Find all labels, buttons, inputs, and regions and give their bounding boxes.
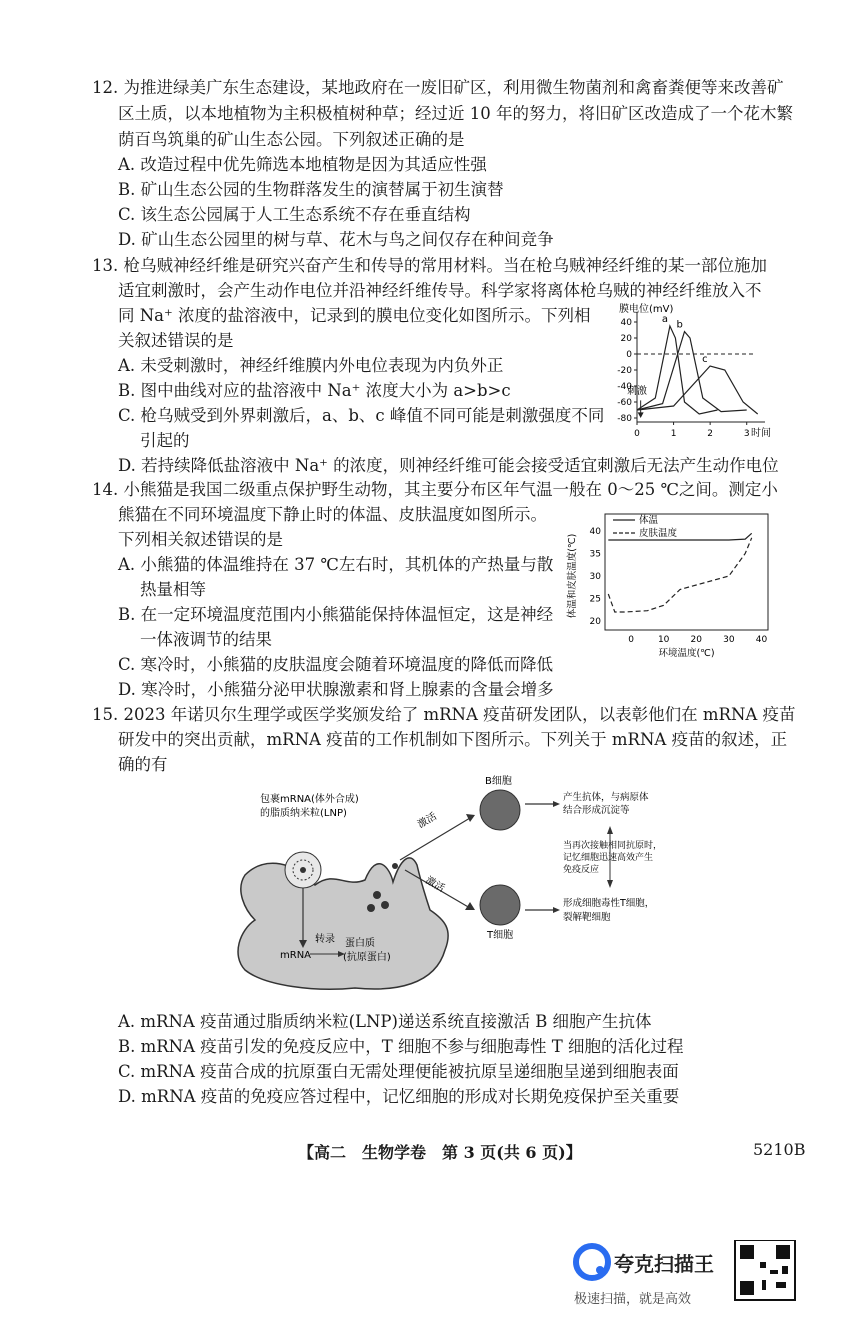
q13-option-b: B. 图中曲线对应的盐溶液中 Na⁺ 浓度大小为 a>b>c — [118, 381, 511, 400]
x-axis-label: 环境温度(℃) — [658, 648, 715, 659]
q13-option-d: D. 若持续降低盐溶液中 Na⁺ 的浓度，则神经纤维可能会接受适宜刺激后无法产生动作电位 — [118, 456, 779, 475]
x-tick-label: 0 — [634, 429, 640, 439]
q15-option-d: D. mRNA 疫苗的免疫应答过程中，记忆细胞的形成对长期免疫保护至关重要 — [118, 1087, 680, 1106]
q13-line-3: 同 Na⁺ 浓度的盐溶液中，记录到的膜电位变化如图所示。下列相 — [118, 306, 591, 325]
page-footer: 【高二 生物学卷 第 3 页(共 6 页)】 — [298, 1143, 582, 1162]
y-tick-label: 25 — [589, 594, 601, 605]
y-tick-label: 30 — [589, 572, 601, 582]
y-tick-label: 0 — [626, 350, 632, 360]
q13-line-1: 13. 枪乌贼神经纤维是研究兴奋产生和传导的常用材料。当在枪乌贼神经纤维的某一部位施加 — [92, 256, 767, 275]
y-tick-label: 35 — [589, 549, 601, 560]
scanner-logo-icon — [576, 1246, 608, 1278]
antibody-text-2: 结合形成沉淀等 — [563, 805, 630, 816]
q15-option-b: B. mRNA 疫苗引发的免疫反应中，T 细胞不参与细胞毒性 T 细胞的活化过程 — [118, 1037, 684, 1056]
antibody-text-1: 产生抗体，与病原体 — [563, 792, 649, 803]
paper-code: 5210B — [753, 1140, 806, 1159]
q14-line-1: 14. 小熊猫是我国二级重点保护野生动物，其主要分布区年气温一般在 0～25 ℃之间。测定小 — [92, 480, 778, 499]
memory-text-1: 当再次接触相同抗原时， — [563, 841, 663, 851]
y-tick-label: 40 — [589, 527, 601, 537]
antigen-presenting-cell — [238, 858, 448, 989]
q12-option-b: B. 矿山生态公园的生物群落发生的演替属于初生演替 — [118, 180, 504, 199]
q15-option-c: C. mRNA 疫苗合成的抗原蛋白无需处理便能被抗原呈递细胞呈递到细胞表面 — [118, 1062, 679, 1081]
y-axis-label: 体温和皮肤温度(℃) — [567, 533, 578, 619]
temperature-chart — [563, 500, 785, 662]
y-tick-label: -40 — [617, 382, 632, 392]
series-line-0 — [608, 533, 751, 540]
series-label-a: a — [661, 314, 669, 325]
y-tick-label: -60 — [617, 398, 632, 408]
x-tick-label: 2 — [707, 429, 714, 439]
activate-label-1: 激活 — [416, 811, 439, 831]
series-line-a — [637, 326, 718, 414]
q14-option-d: D. 寒冷时，小熊猫分泌甲状腺激素和肾上腺素的含量会增多 — [118, 680, 554, 699]
x-tick-label: 3 — [743, 429, 750, 439]
y-tick-label: -20 — [617, 366, 632, 376]
effector-text-1: 形成细胞毒性T细胞， — [563, 898, 655, 909]
q13-option-c: C. 枪乌贼受到外界刺激后，a、b、c 峰值不同可能是刺激强度不同 — [118, 406, 605, 425]
memory-text-2: 记忆细胞迅速高效产生 — [563, 853, 654, 863]
effector-text-2: 裂解靶细胞 — [563, 912, 611, 923]
q15-option-a: A. mRNA 疫苗通过脂质纳米粒(LNP)递送系统直接激活 B 细胞产生抗体 — [118, 1012, 652, 1031]
q12-line-2: 区土质，以本地植物为主积极植树种草；经过近 10 年的努力，将旧矿区改造成了一个花木繁 — [118, 104, 793, 123]
y-tick-label: 40 — [620, 318, 632, 328]
q15-line-1: 15. 2023 年诺贝尔生理学或医学奖颁发给了 mRNA 疫苗研发团队，以表彰他们在 mRNA 疫苗 — [92, 705, 796, 724]
q14-option-b: B. 在一定环境温度范围内小熊猫能保持体温恒定，这是神经 — [118, 605, 554, 624]
q14-option-b-cont: 一体液调节的结果 — [140, 630, 272, 649]
series-label-c: c — [702, 354, 708, 365]
y-tick-label: 20 — [589, 617, 601, 627]
q13-option-c-cont: 引起的 — [140, 431, 190, 450]
series-line-1 — [608, 538, 751, 612]
x-tick-label: 1 — [670, 429, 677, 439]
x-tick-label: 40 — [755, 635, 768, 645]
q12-line-1: 12. 为推进绿美广东生态建设，某地政府在一废旧矿区，利用微生物菌剂和禽畜粪便等来改善矿 — [92, 78, 784, 97]
scanner-name: 夸克扫描王 — [614, 1252, 714, 1276]
q12-option-a: A. 改造过程中优先筛选本地植物是因为其适应性强 — [118, 155, 487, 174]
mrna-label: mRNA — [280, 950, 312, 961]
x-tick-label: 0 — [628, 635, 634, 645]
x-tick-label: 30 — [723, 635, 735, 645]
x-axis-label: 时间 — [751, 428, 771, 439]
q13-option-a: A. 未受刺激时，神经纤维膜内外电位表现为内负外正 — [118, 356, 504, 375]
legend-label-0: 体温 — [639, 515, 659, 526]
series-label-b: b — [676, 319, 683, 331]
legend-label-1: 皮肤温度 — [639, 528, 678, 539]
q13-line-4: 关叙述错误的是 — [118, 331, 234, 350]
q14-option-c: C. 寒冷时，小熊猫的皮肤温度会随着环境温度的降低而降低 — [118, 655, 554, 674]
q12-line-3: 荫百鸟筑巢的矿山生态公园。下列叙述正确的是 — [118, 130, 465, 149]
q14-line-2: 熊猫在不同环境温度下静止时的体温、皮肤温度如图所示。 — [118, 505, 547, 524]
q12-option-d: D. 矿山生态公园里的树与草、花木与鸟之间仅存在种间竞争 — [118, 230, 554, 249]
transcribe-label: 转录 — [315, 934, 335, 945]
lnp-label-2: 的脂质纳米粒(LNP) — [260, 808, 347, 819]
b-cell-icon — [480, 790, 520, 830]
x-tick-label: 10 — [657, 635, 670, 645]
q14-option-a-cont: 热量相等 — [140, 580, 206, 599]
q14-option-a: A. 小熊猫的体温维持在 37 ℃左右时，其机体的产热量与散 — [118, 555, 554, 574]
plot-frame — [605, 514, 768, 630]
q15-line-3: 确的有 — [118, 755, 168, 774]
q13-line-2: 适宜刺激时，会产生动作电位并沿神经纤维传导。科学家将离体枪乌贼的神经纤维放入不 — [118, 281, 762, 300]
q12-option-c: C. 该生态公园属于人工生态系统不存在垂直结构 — [118, 205, 471, 224]
t-cell-icon — [480, 885, 520, 925]
protein-label-2: (抗原蛋白) — [343, 952, 391, 963]
t-cell-label: T细胞 — [487, 930, 514, 941]
scanner-slogan: 极速扫描，就是高效 — [574, 1292, 692, 1307]
y-tick-label: -80 — [617, 414, 632, 424]
stimulus-label: 刺激 — [627, 386, 647, 397]
b-cell-label: B细胞 — [485, 776, 512, 787]
activate-label-2: 激活 — [423, 875, 447, 895]
q14-line-3: 下列相关叙述错误的是 — [118, 530, 283, 549]
lnp-label-1: 包裹mRNA(体外合成) — [260, 794, 359, 805]
protein-label-1: 蛋白质 — [345, 938, 375, 949]
membrane-potential-chart — [585, 300, 785, 445]
memory-text-3: 免疫反应 — [563, 865, 600, 875]
x-tick-label: 20 — [690, 635, 703, 645]
y-tick-label: 20 — [620, 334, 632, 344]
stimulus-arrowhead — [638, 412, 644, 418]
q15-line-2: 研发中的突出贡献，mRNA 疫苗的工作机制如下图所示。下列关于 mRNA 疫苗的叙述，正 — [118, 730, 788, 749]
y-axis-label: 膜电位(mV) — [619, 304, 674, 315]
mrna-vaccine-diagram — [225, 770, 715, 1010]
lnp-particle-icon — [285, 852, 321, 888]
